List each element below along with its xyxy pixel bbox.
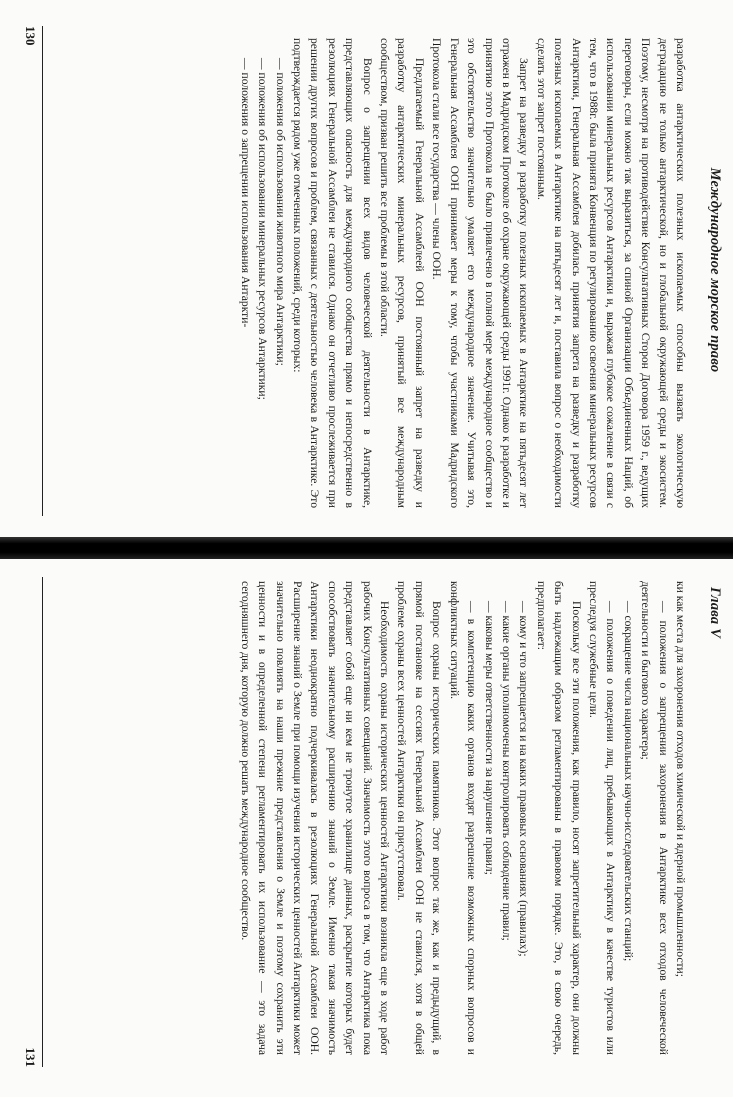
list-item: — кому и что запрещается и на каких правовых основаниях (правилах); [517, 601, 531, 957]
body-text [236, 581, 689, 1055]
page-number: 130 [23, 26, 38, 46]
page-number: 131 [23, 1047, 38, 1067]
paragraph: Запрет на разведку и разработку полезных ископаемых в Антарктике на пятьдесят лет отражен в Мадридском Протоколе об охране окружающей среды 1991г. Однако к разработке и принятию этого Протокола не было привлечено в полной мере международное сообщество и это обстоятельство значительно умаляет его международное значение. Учитывая это, Генеральная Ассамблея ООН принимает меры к тому, чтобы участниками Мадридского Протокола стали все государства — члены ООН. [430, 38, 531, 508]
paragraph: Предлагаемый Генеральной Ассамблеей ООН постоянный запрет на разведку и разработку антарктических минеральных ресурсов, принятый все международным сообществом, призван решить все проблемы в этой области. [378, 38, 426, 508]
list-item: — в компетенцию каких органов входят разрешение возможных спорных вопросов и конфликтных ситуаций. [447, 581, 479, 1055]
list-item: — положения о запрещении использования Антаркти- [238, 58, 252, 328]
paragraph: Вопрос о запрещении всех видов человеческой деятельности в Антарктике, представляющих опасность для международного сообщества прямо и непосредственно в резолюциях Генеральной Ассамблеи не ставился. Однако он отчетливо прослеживается при решении других вопросов и проблем, связанных с деятельностью человека в Антарктике. Это подтверждается рядом уже отмеченных положений, среди которых: [291, 38, 374, 508]
running-head: Глава V [707, 587, 723, 639]
right-page [0, 557, 733, 1097]
body-text [236, 38, 689, 508]
list-item: — сокращение числа национальных научно-исследовательских станций; [621, 601, 635, 962]
paragraph: разработка антарктических полезных ископаемых способны вызвать экологическую деградацию не только антарктической, но и глобальной окружающей среды и экосистем. Поэтому, несмотря на противодействие Консультативных Сторон Договора 1959 г., ведущих переговоры, если можно так выразиться, за спиной Организации Объединенных Наций, об использовании минеральных ресурсов Антарктики и, выражая глубокое сожаление в связи с тем, что в 1988г. была принята Конвенция по регулированию освоения минеральных ресурсов Антарктики, Генеральная Ассамблея добилась принятия запрета на разведку и разработку полезных ископаемых в Антарктике на пятьдесят лет и, поставила вопрос о необходимости сделать этот запрет постоянным. [534, 38, 687, 508]
page-footer [12, 26, 43, 516]
paragraph: Необходимость охраны исторических ценностей Антарктики возникла еще в ходе работ рабочих Консультативных совещаний. Значимость этого вопроса в том, что Антарктика пока представляет собой еще ни кем не тронутое хранилище данных, раскрытие которых будет способствовать значительному расширению знаний о Земле. Именно такая значимость Антарктики неоднократно подчеркивалась в резолюциях Генеральной Ассамблеи ООН. Расширение знаний о Земле при помощи изучения исторических ценностей Антарктики может значительно повлиять на наши прежние представления о Земле и поэтому сохранить эти ценности и в определенной степени регламентировать их использование — это задача сегодняшнего дня, которую должно решать международное сообщество. [238, 581, 392, 1055]
list-item: — какие органы уполномочены контролировать соблюдение правил; [499, 601, 513, 941]
paragraph: Поскольку все эти положения, как правило, носят запретительный характер, они должны быть надлежащим образом регламентированы в правовом порядке. Это, в свою очередь, предполагает: [534, 581, 583, 1055]
paragraph: Вопрос охраны исторических памятников. Этот вопрос так же, как и предыдущий, в прямой постановке на сессиях Генеральной Ассамблеи ООН не ставился, хотя в общей проблеме охраны всех ценностей Антарктики он присутствовал. [395, 581, 444, 1055]
book-gutter-shadow [0, 537, 733, 559]
list-item: — каковы меры ответственности за нарушение правил; [482, 601, 496, 875]
list-item: — положения об использовании животного мира Антарктики; [273, 58, 287, 366]
list-item: — положения об использовании минеральных ресурсов Антарктики; [256, 58, 270, 400]
page-footer [12, 577, 43, 1067]
list-item: — положения о поведении лиц, пребывающих в Антарктику в качестве туристов или преследуя служебные цели. [586, 581, 618, 1055]
running-head: Международное морское право [707, 167, 723, 373]
list-item: — положения о запрещении захоронения в Антарктике всех отходов человеческой деятельности и бытового характера; [639, 581, 670, 1055]
left-page [0, 0, 733, 540]
paragraph: ки как места для захоронения отходов химической и ядерной промышленности; [674, 581, 687, 977]
